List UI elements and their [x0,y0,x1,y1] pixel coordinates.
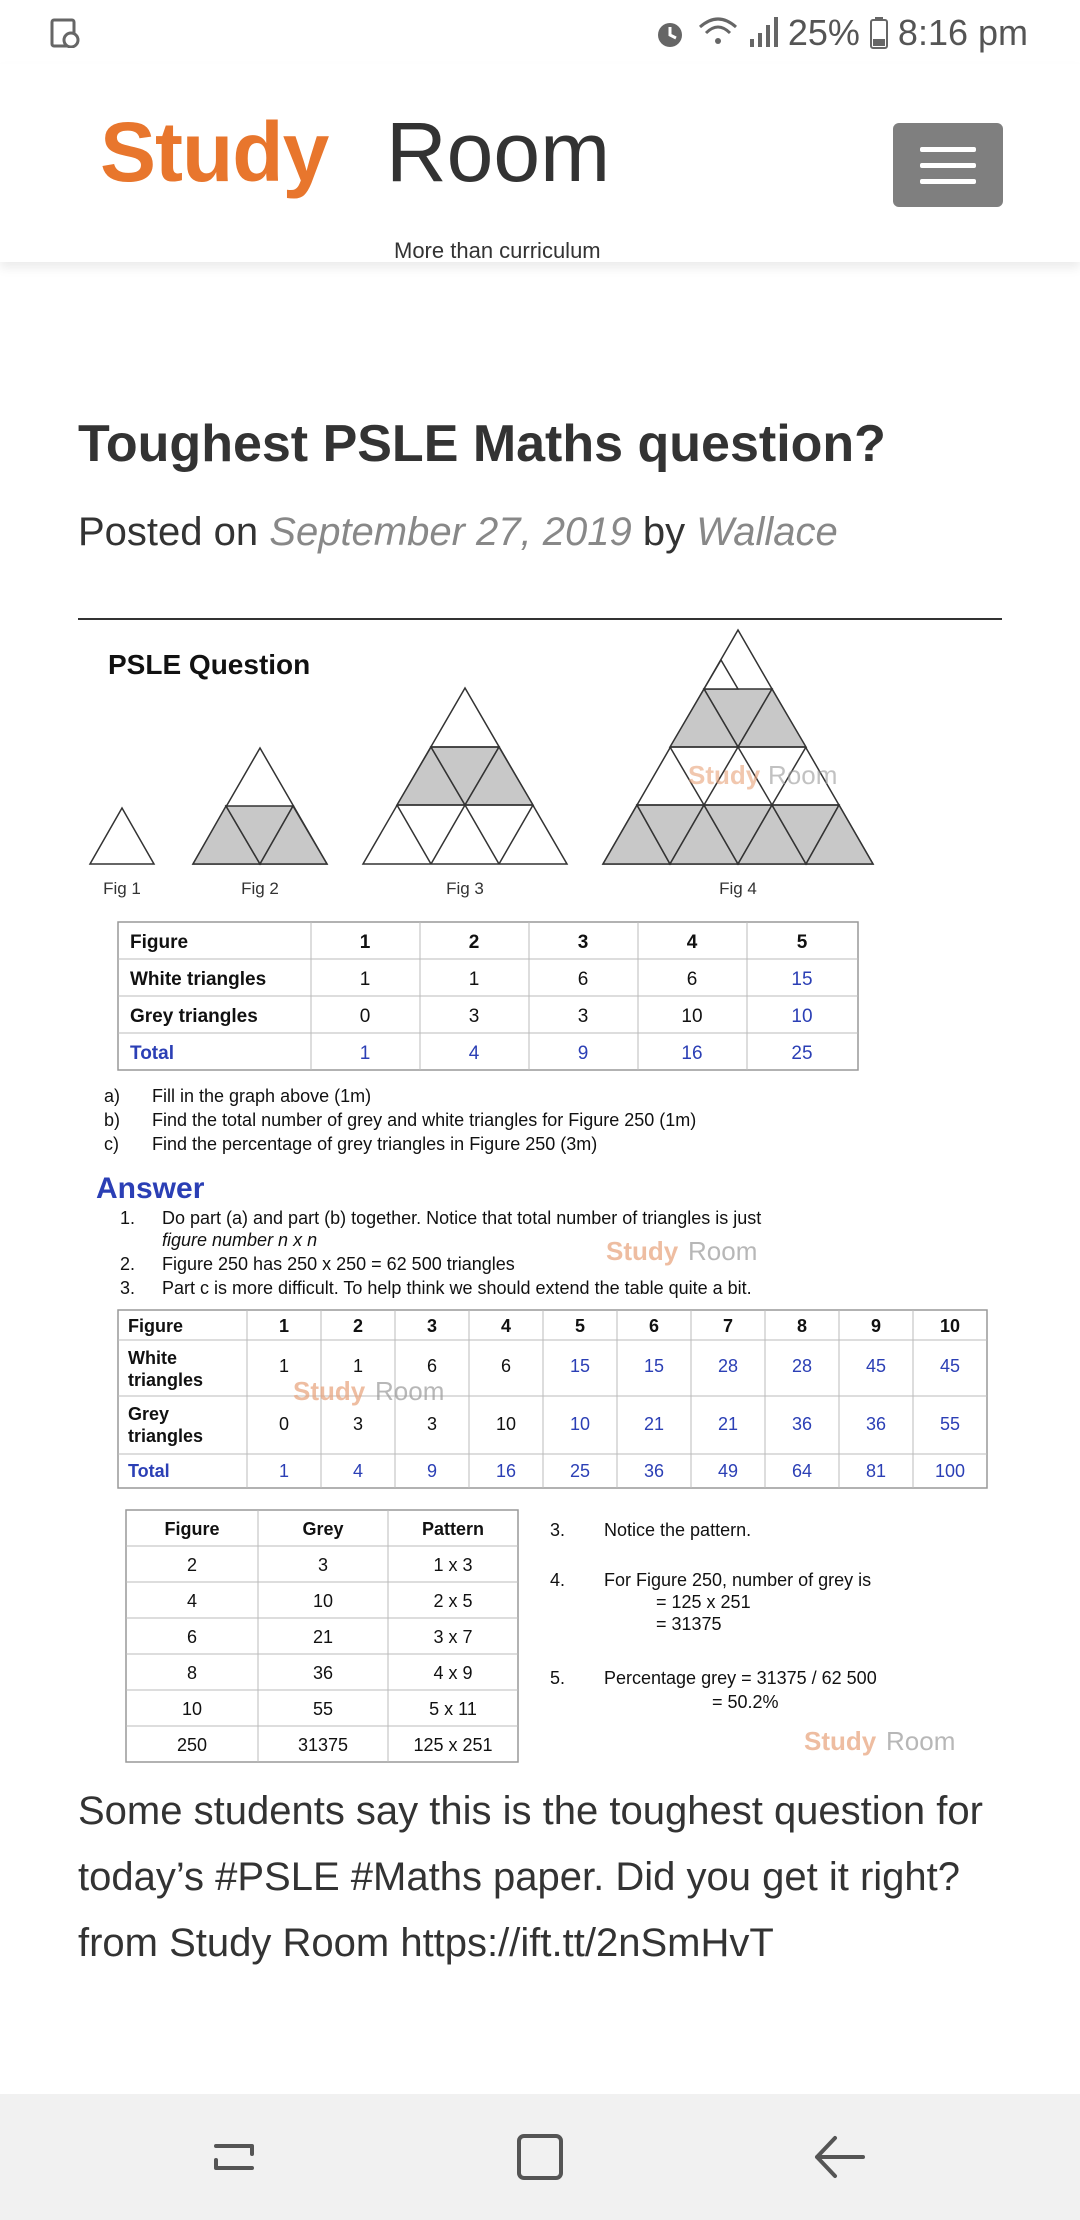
posted-on-label: Posted on [78,510,259,554]
t3-cell-3-1: 36 [312,1663,334,1683]
t2-grey-label1: Grey [128,1404,170,1424]
t1-r3-c4: 16 [681,1043,703,1064]
t2-cell-white-2: 6 [426,1356,438,1376]
note-4-line2: = 125 x 251 [656,1592,751,1612]
t2-white-label2: triangles [128,1370,204,1390]
t2-cell-grey-1: 3 [352,1414,364,1434]
t2-cell-white-8: 45 [865,1356,887,1376]
post-body: Some students say this is the toughest question for today’s #PSLE #Maths paper. Did you get it right? from Study Room https://ift.tt/2nSmHvT [78,1789,983,1965]
fig-label-3: Fig 3 [446,879,484,898]
t2-cell-total-6: 49 [717,1461,739,1481]
t1-r0-c4: 4 [686,932,698,953]
t2-cell-white-6: 28 [717,1356,739,1376]
t3-cell-2-2: 3 x 7 [433,1627,473,1647]
t2-cell-figures-2: 3 [426,1316,438,1336]
author-link[interactable]: Wallace [696,510,838,554]
signal-icon [748,15,778,51]
t2-cell-figures-9: 10 [939,1316,961,1336]
t1-r1-c3: 6 [577,969,589,990]
t1-r0-c1: 1 [359,932,371,953]
home-icon[interactable] [505,2124,575,2190]
t2-cell-white-7: 28 [791,1356,813,1376]
t1-r3-c5: 25 [791,1043,813,1064]
q-c-text: Find the percentage of grey triangles in Figure 250 (3m) [152,1134,598,1154]
t3-header-2: Pattern [421,1519,485,1539]
t2-cell-total-4: 25 [569,1461,591,1481]
watermark-study-2: Study [606,1236,679,1266]
t2-cell-figures-4: 5 [574,1316,586,1336]
t3-cell-2-1: 21 [312,1627,334,1647]
step-2-line1: Figure 250 has 250 x 250 = 62 500 triangles [162,1254,515,1274]
t1-r0-c2: 2 [468,932,480,953]
t2-cell-white-3: 6 [500,1356,512,1376]
t1-r3-c3: 9 [577,1043,589,1064]
t3-cell-0-1: 3 [317,1555,329,1575]
t1-r2-c3: 3 [577,1006,589,1027]
note-4-line3: = 31375 [656,1614,722,1634]
step-1-line2: figure number n x n [162,1230,318,1250]
battery-icon [870,17,888,49]
post-meta [78,510,838,555]
t2-cell-total-9: 100 [934,1461,966,1481]
status-bar [0,0,1080,64]
clock-time: 8:16 pm [897,12,1028,53]
step-1-line1: Do part (a) and part (b) together. Notice that total number of triangles is just [162,1208,762,1228]
t1-r2-c0: Grey triangles [130,1006,258,1027]
t1-r2-c1: 0 [359,1006,371,1027]
watermark-room-2: Room [688,1236,758,1266]
t3-cell-4-2: 5 x 11 [429,1699,477,1719]
recent-apps-icon[interactable] [200,2124,270,2190]
t3-cell-4-0: 10 [181,1699,203,1719]
t2-cell-figures-5: 6 [648,1316,660,1336]
q-a-label: a) [104,1086,121,1106]
t3-cell-0-0: 2 [186,1555,198,1575]
t1-r1-c2: 1 [468,969,480,990]
step-3-line1: Part c is more difficult. To help think we should extend the table quite a bit. [162,1278,752,1298]
system-nav-bar [0,2094,1080,2220]
note-4-line1: For Figure 250, number of grey is [604,1570,872,1590]
t2-cell-figures-1: 2 [352,1316,364,1336]
t3-cell-1-2: 2 x 5 [433,1591,473,1611]
t3-header-1: Grey [302,1519,344,1539]
t2-cell-figures-0: 1 [278,1316,290,1336]
watermark-room-4: Room [886,1726,956,1756]
t3-cell-1-1: 10 [312,1591,334,1611]
fig-label-1: Fig 1 [103,879,141,898]
by-label: by [642,510,686,554]
watermark-study-3: Study [293,1376,366,1406]
step-1-num: 1. [120,1208,136,1228]
back-icon[interactable] [805,2124,875,2190]
t3-cell-3-2: 4 x 9 [433,1663,473,1683]
post-date-link[interactable]: September 27, 2019 [269,510,632,554]
fig-label-2: Fig 2 [241,879,279,898]
step-2-num: 2. [120,1254,136,1274]
t2-cell-figures-8: 9 [870,1316,882,1336]
logo-tagline: More than curriculum [394,238,601,263]
t2-cell-grey-4: 10 [569,1414,591,1434]
battery-percent: 25% [787,12,860,53]
divider [78,618,1002,620]
watermark-room-1: Room [768,760,838,790]
q-b-text: Find the total number of grey and white triangles for Figure 250 (1m) [152,1110,697,1130]
hamburger-menu-button[interactable] [893,123,1003,207]
t3-cell-4-1: 55 [312,1699,334,1719]
note-5-line2: = 50.2% [712,1692,779,1712]
t1-r2-c2: 3 [468,1006,480,1027]
t2-cell-white-4: 15 [569,1356,591,1376]
t2-cell-grey-5: 21 [643,1414,665,1434]
t2-cell-grey-0: 0 [278,1414,290,1434]
t3-cell-5-2: 125 x 251 [413,1735,493,1755]
t2-cell-grey-6: 21 [717,1414,739,1434]
post-title: Toughest PSLE Maths question? [78,415,886,473]
t2-cell-figures-6: 7 [722,1316,734,1336]
t1-r2-c5: 10 [791,1006,813,1027]
t3-cell-1-0: 4 [186,1591,198,1611]
t3-header-0: Figure [164,1519,220,1539]
t2-cell-white-9: 45 [939,1356,961,1376]
t2-cell-total-7: 64 [791,1461,813,1481]
t2-cell-white-5: 15 [643,1356,665,1376]
t2-cell-grey-7: 36 [791,1414,813,1434]
psle-question-image [78,624,1002,1770]
t2-cell-total-8: 81 [865,1461,887,1481]
note-5-line1: Percentage grey = 31375 / 62 500 [604,1668,877,1688]
t3-cell-0-2: 1 x 3 [433,1555,473,1575]
watermark-study-4: Study [804,1726,877,1756]
step-3-num: 3. [120,1278,136,1298]
image-heading: PSLE Question [108,649,311,680]
t2-white-label1: White [128,1348,177,1368]
answer-heading: Answer [96,1172,205,1205]
t2-grey-label2: triangles [128,1426,204,1446]
t3-cell-5-1: 31375 [297,1735,349,1755]
note-3-num: 3. [550,1520,566,1540]
note-3-line1: Notice the pattern. [604,1520,752,1540]
t3-cell-3-0: 8 [186,1663,198,1683]
t1-r3-c2: 4 [468,1043,480,1064]
t2-cell-grey-8: 36 [865,1414,887,1434]
t2-cell-total-5: 36 [643,1461,665,1481]
t2-cell-total-1: 4 [352,1461,364,1481]
t1-r0-c5: 5 [796,932,808,953]
t1-r0-c0: Figure [130,932,189,953]
t3-cell-2-0: 6 [186,1627,198,1647]
alarm-icon [652,15,688,51]
t3-cell-5-0: 250 [176,1735,208,1755]
t2-cell-figures-7: 8 [796,1316,808,1336]
t2-figure-label: Figure [128,1316,184,1336]
t2-cell-white-1: 1 [352,1356,364,1376]
watermark-study-1: Study [688,760,761,790]
notification-icon [50,18,80,48]
menu-bar-2 [920,163,976,168]
t1-r3-c0: Total [130,1043,174,1064]
t2-cell-total-2: 9 [426,1461,438,1481]
t1-r1-c5: 15 [791,969,813,990]
note-5-num: 5. [550,1668,566,1688]
watermark-room-3: Room [375,1376,445,1406]
t1-r1-c4: 6 [686,969,698,990]
t2-cell-total-3: 16 [495,1461,517,1481]
t2-total-label: Total [128,1461,170,1481]
t2-cell-grey-9: 55 [939,1414,961,1434]
note-4-num: 4. [550,1570,566,1590]
t1-r1-c0: White triangles [130,969,267,990]
q-c-label: c) [104,1134,119,1154]
t1-r0-c3: 3 [577,932,589,953]
t2-cell-total-0: 1 [278,1461,290,1481]
t2-cell-figures-3: 4 [500,1316,512,1336]
fig-label-4: Fig 4 [719,879,757,898]
menu-bar-1 [920,147,976,152]
logo-room-text: Room [386,105,611,199]
site-header [0,64,1080,262]
q-a-text: Fill in the graph above (1m) [152,1086,372,1106]
wifi-icon [698,15,738,51]
t2-cell-grey-2: 3 [426,1414,438,1434]
menu-bar-3 [920,179,976,184]
logo-study-text: Study [100,105,329,199]
site-logo[interactable] [100,104,640,263]
t1-r1-c1: 1 [359,969,371,990]
t1-r3-c1: 1 [359,1043,371,1064]
t2-cell-grey-3: 10 [495,1414,517,1434]
t2-cell-white-0: 1 [278,1356,290,1376]
q-b-label: b) [104,1110,121,1130]
t1-r2-c4: 10 [681,1006,703,1027]
